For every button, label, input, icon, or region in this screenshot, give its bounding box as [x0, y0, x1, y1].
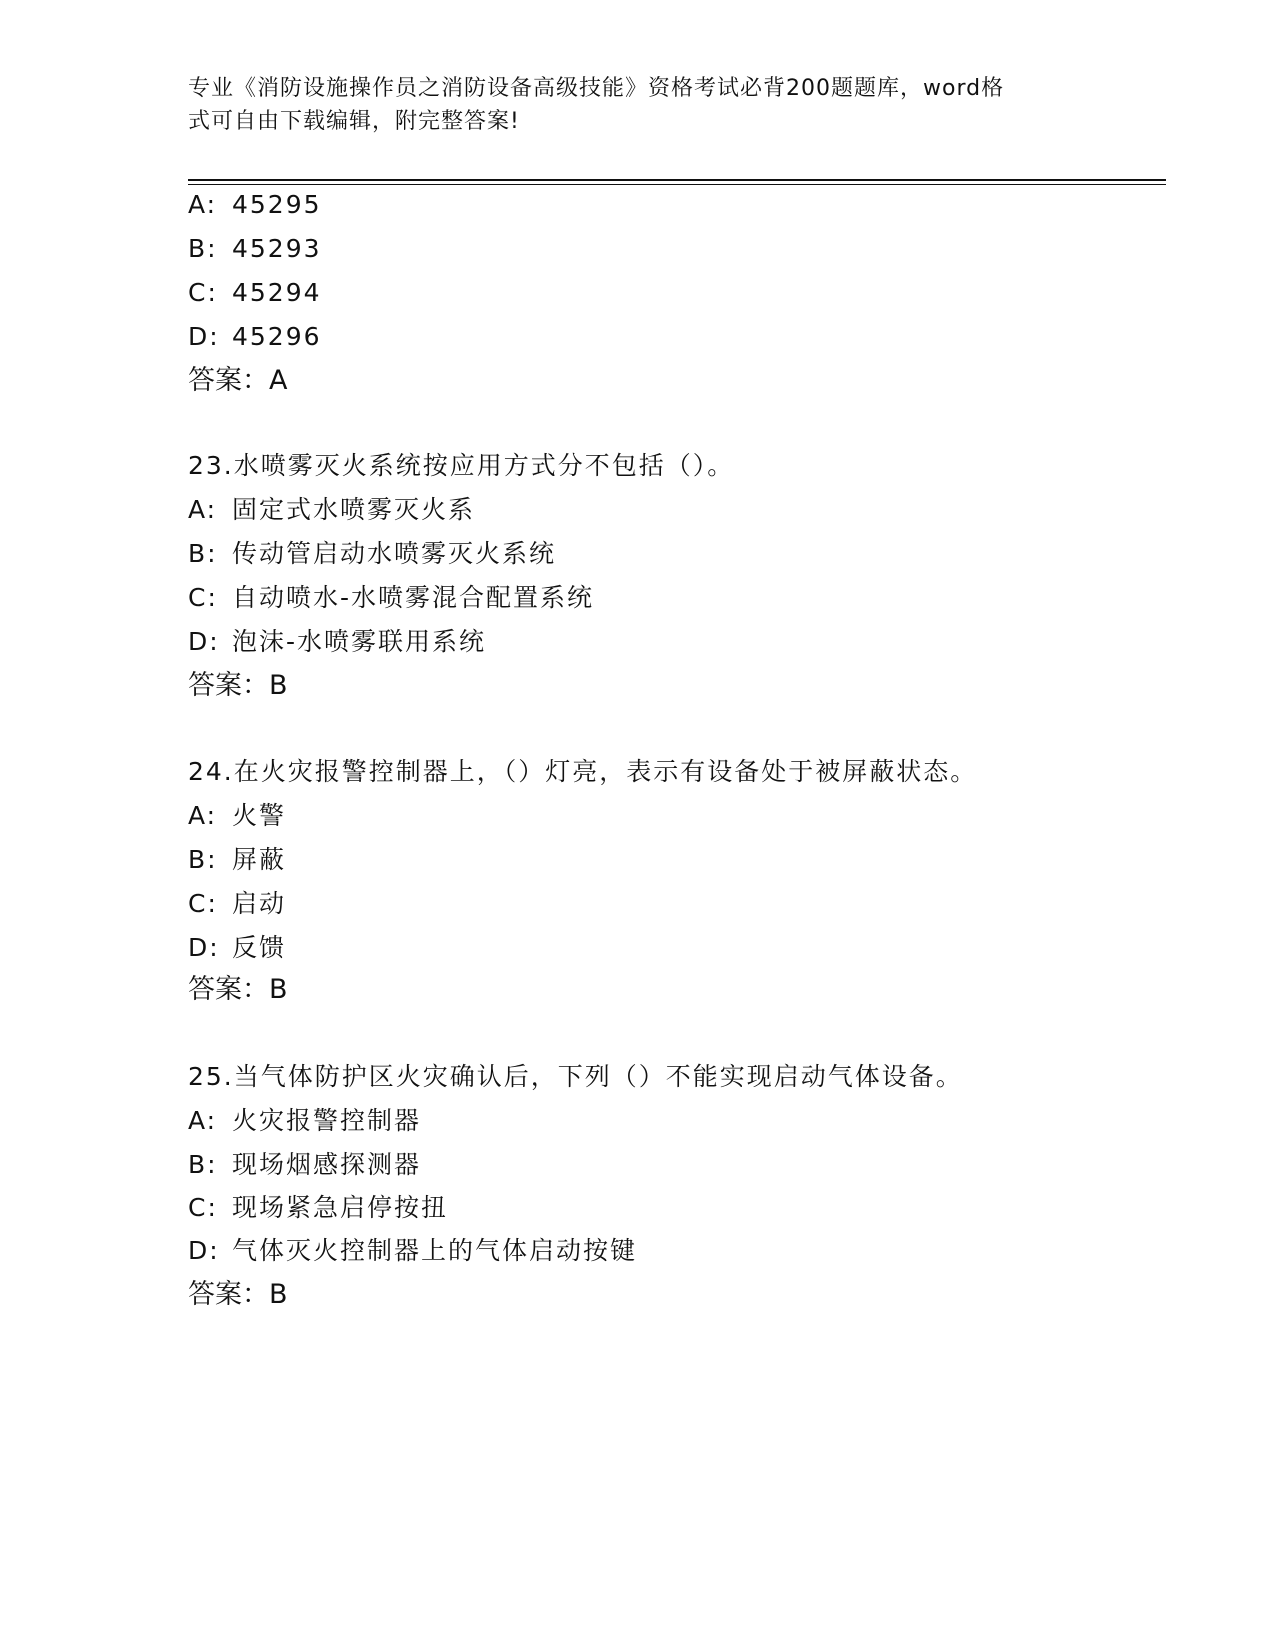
question-stem: 23.水喷雾灭火系统按应用方式分不包括（）。 [188, 451, 735, 480]
option-a [188, 801, 286, 831]
option-b [188, 845, 286, 875]
option-text: 固定式水喷雾灭火系 [232, 495, 476, 524]
header-divider-thick [188, 179, 1166, 181]
option-text: 45293 [232, 234, 322, 263]
question-stem: 25.当气体防护区火灾确认后，下列（）不能实现启动气体设备。 [188, 1062, 963, 1091]
option-d [188, 1236, 637, 1266]
option-d [188, 933, 286, 963]
option-label: C: [188, 1193, 218, 1222]
option-a [188, 1106, 421, 1136]
option-text: 现场烟感探测器 [232, 1150, 422, 1179]
answer-line: 答案：B [188, 1279, 288, 1310]
option-d [188, 627, 486, 657]
option-text: 屏蔽 [232, 845, 287, 874]
option-label: A: [188, 1106, 218, 1135]
option-label: A: [188, 495, 218, 524]
option-label: D: [188, 627, 220, 656]
option-c [188, 278, 322, 308]
answer-line: 答案：B [188, 670, 288, 701]
option-b [188, 1150, 421, 1180]
option-text: 自动喷水-水喷雾混合配置系统 [232, 583, 595, 612]
option-text: 启动 [232, 889, 287, 918]
option-b [188, 234, 322, 264]
option-label: C: [188, 278, 218, 307]
option-label: B: [188, 234, 218, 263]
header-line-1: 专业《消防设施操作员之消防设备高级技能》资格考试必背200题题库，word格 [188, 76, 1005, 101]
option-label: D: [188, 322, 220, 351]
answer-line: 答案：B [188, 974, 288, 1005]
option-text: 传动管启动水喷雾灭火系统 [232, 539, 557, 568]
option-d [188, 322, 322, 352]
answer-line: 答案：A [188, 365, 288, 396]
option-text: 45294 [232, 278, 322, 307]
option-b [188, 539, 556, 569]
option-label: D: [188, 933, 220, 962]
option-text: 泡沫-水喷雾联用系统 [232, 627, 487, 656]
option-c [188, 1193, 448, 1223]
option-c [188, 583, 594, 613]
header-divider-thin [188, 184, 1166, 185]
option-text: 火灾报警控制器 [232, 1106, 422, 1135]
option-a [188, 495, 475, 525]
option-label: B: [188, 539, 218, 568]
option-label: C: [188, 889, 218, 918]
option-c [188, 889, 286, 919]
option-text: 火警 [232, 801, 287, 830]
option-text: 现场紧急启停按扭 [232, 1193, 449, 1222]
option-label: B: [188, 845, 218, 874]
document-header [188, 72, 1068, 138]
option-label: A: [188, 190, 218, 219]
option-label: D: [188, 1236, 220, 1265]
option-text: 45295 [232, 190, 322, 219]
option-label: B: [188, 1150, 218, 1179]
header-line-2: 式可自由下载编辑，附完整答案! [188, 109, 520, 134]
option-text: 反馈 [232, 933, 287, 962]
option-label: A: [188, 801, 218, 830]
option-a [188, 190, 322, 220]
option-text: 气体灭火控制器上的气体启动按键 [232, 1236, 638, 1265]
question-stem: 24.在火灾报警控制器上，（）灯亮，表示有设备处于被屏蔽状态。 [188, 757, 978, 786]
option-label: C: [188, 583, 218, 612]
option-text: 45296 [232, 322, 322, 351]
